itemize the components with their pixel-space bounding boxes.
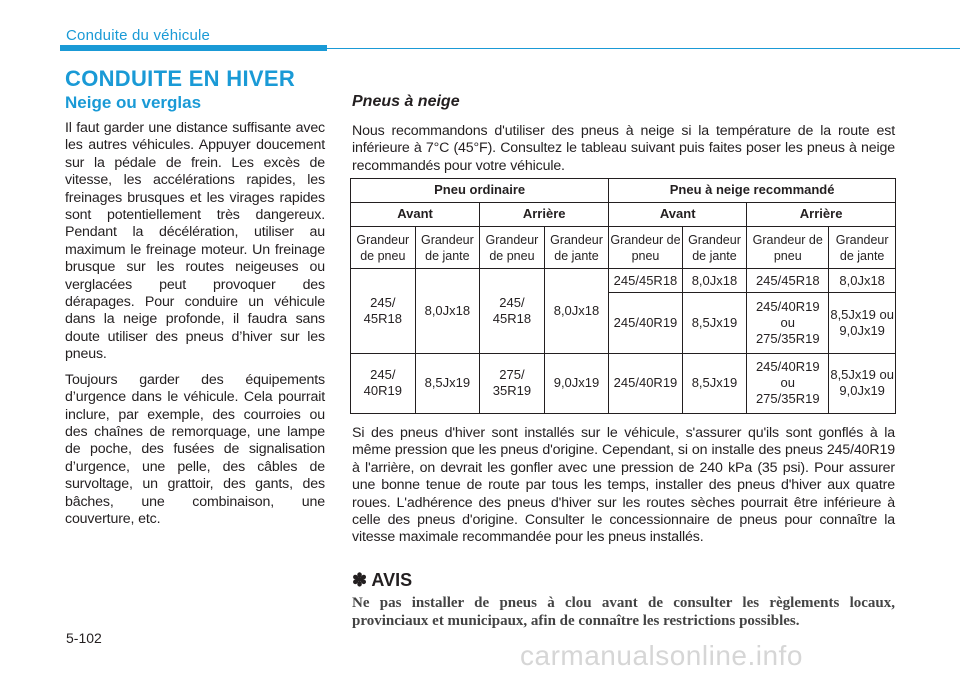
left-paragraph: Toujours garder des équipements d’urgence dans le véhicule. Cela pourrait inclure, par exemple, des courroies ou des chaînes de remorquage, une lampe de poche, des fusées de signalisation d’urgence, une pelle, des câbles de survoltage, un grattoir, des gants, des bâches, une combinaison, une couverture, etc. [65,371,325,527]
table-position-header-row [351,202,896,226]
table-cell: 9,0Jx19 [544,353,609,413]
table-sub-header: Grandeur de jante [544,226,609,268]
notice-text: Ne pas installer de pneus à clou avant de consulter les règlements locaux, provinciaux et municipaux, afin de connaître les restrictions possibles. [352,595,895,629]
right-intro: Nous recommandons d'utiliser des pneus à neige si la température de la route est inférieure à 7°C (45°F). Consultez le tableau suivant puis faites poser les pneus à neige recommandés pour votre véhicule. [352,123,895,174]
table-sub-header: Grandeur de pneu [480,226,545,268]
table-cell: 245/45R18 [747,269,829,293]
table-header-front: Avant [609,202,747,226]
table-header-ordinary: Pneu ordinaire [351,179,609,203]
table-cell: 8,0Jx18 [682,269,747,293]
left-paragraph: Il faut garder une distance suffisante avec les autres véhicules. Appuyer doucement sur la pédale de frein. Les excès de vitesse, les accélérations rapides, les freinages brusques et les virages rapides sont potentiellement très dangereux. Pendant la décélération, utiliser au maximum le freinage moteur. Un freinage brusque sur les routes neigeuses ou verglacées peut provoquer des dérapages. Pour conduire un véhicule dans la neige profonde, il faudra sans doute utiliser des pneus d’hiver sur les pneus. [65,120,325,363]
right-heading: Pneus à neige [352,93,460,110]
table-sub-header: Grandeur de jante [415,226,480,268]
table-cell: 8,5Jx19 ou 9,0Jx19 [829,353,896,413]
watermark: carmanualsonline.info [520,640,803,671]
right-paragraph: Si des pneus d'hiver sont installés sur le véhicule, s'assurer qu'ils sont gonflés à la même pression que les pneus d'origine. Cependant, si on installe des pneus 245/40R19 à l'arrière, on devrait les gonfler avec une pression de 240 kPa (35 psi). Pour assurer une bonne tenue de route par tous les temps, installer des pneus d'hiver aux quatre roues. L'adhérence des pneus d'hiver sur les routes sèches pourrait être inférieure à celle des pneus d'origine. Consulter le concessionnaire de pneus pour connaître la vitesse maximale recommandée pour les pneus installés. [352,425,895,546]
table-header-rear: Arrière [480,202,609,226]
table-cell: 245/40R19 ou 275/35R19 [747,293,829,353]
table-cell: 245/40R19 [609,353,682,413]
header-rule-thick [60,45,327,51]
page-title: CONDUITE EN HIVER [65,66,296,91]
table-cell: 245/40R19 [609,293,682,353]
left-heading: Neige ou verglas [65,93,202,112]
table-sub-header-row [351,226,896,268]
table-sub-header: Grandeur de pneu [747,226,829,268]
table-sub-header: Grandeur de jante [682,226,747,268]
table-cell: 8,0Jx18 [415,269,480,353]
table-sub-header: Grandeur de pneu [351,226,416,268]
table-cell: 245/ 45R18 [480,269,545,353]
left-column [65,120,325,536]
table-row [351,353,896,413]
table-cell: 8,5Jx19 [415,353,480,413]
table-cell: 8,5Jx19 [682,293,747,353]
header-rule-thin [327,48,960,49]
table-cell: 275/ 35R19 [480,353,545,413]
table-cell: 8,0Jx18 [829,269,896,293]
table-cell: 8,5Jx19 ou 9,0Jx19 [829,293,896,353]
table-cell: 245/40R19 ou 275/35R19 [747,353,829,413]
notice-title: ✽ AVIS [352,570,413,590]
table-cell: 8,5Jx19 [682,353,747,413]
table-cell: 245/ 45R18 [351,269,416,353]
page-number: 5-102 [66,630,102,646]
tire-table [350,178,896,414]
table-sub-header: Grandeur de pneu [609,226,682,268]
table-sub-header: Grandeur de jante [829,226,896,268]
section-label: Conduite du véhicule [66,27,211,44]
table-cell: 8,0Jx18 [544,269,609,353]
table-cell: 245/45R18 [609,269,682,293]
table-row [351,269,896,293]
table-cell: 245/ 40R19 [351,353,416,413]
table-header-rear: Arrière [747,202,896,226]
table-header-front: Avant [351,202,480,226]
table-group-header-row [351,179,896,203]
table-header-snow: Pneu à neige recommandé [609,179,896,203]
